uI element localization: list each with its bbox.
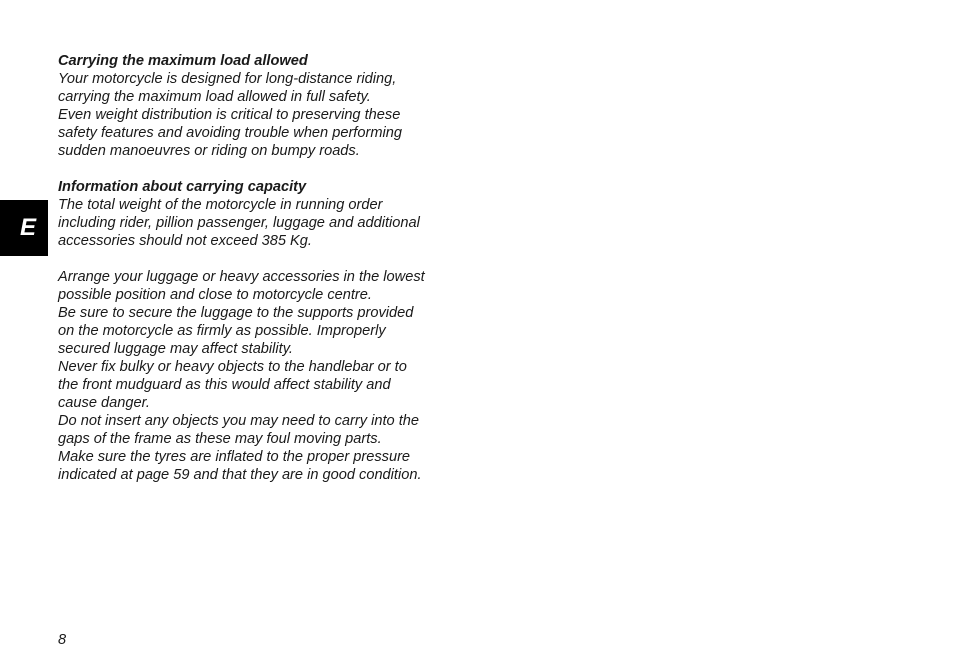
capacity-paragraph-1: The total weight of the motorcycle in running order including rider, pillion passenger, luggage and additional accessories should not exceed 385 Kg. <box>58 197 420 249</box>
section-spacer <box>58 160 478 178</box>
capacity-paragraph-6: Make sure the tyres are inflated to the proper pressure indicated at page 59 and that they are in good condition. <box>58 449 422 483</box>
language-tab: E <box>0 200 48 256</box>
page-number: 8 <box>58 632 67 648</box>
capacity-paragraph-5: Do not insert any objects you may need to carry into the gaps of the frame as these may foul moving parts. <box>58 413 419 447</box>
capacity-paragraph-2: Arrange your luggage or heavy accessories in the lowest possible position and close to motorcycle centre. <box>58 269 425 303</box>
heading-capacity: Information about carrying capacity <box>58 179 307 195</box>
heading-max-load: Carrying the maximum load allowed <box>58 53 308 69</box>
page-content <box>58 52 478 484</box>
capacity-paragraph-4: Never fix bulky or heavy objects to the handlebar or to the front mudguard as this would affect stability and cause danger. <box>58 359 407 411</box>
max-load-paragraph-2: Even weight distribution is critical to preserving these safety features and avoiding trouble when performing sudden manoeuvres or riding on bumpy roads. <box>58 107 402 159</box>
max-load-paragraph-1: Your motorcycle is designed for long-distance riding, carrying the maximum load allowed in full safety. <box>58 71 397 105</box>
paragraph-spacer <box>58 250 478 268</box>
capacity-paragraph-3: Be sure to secure the luggage to the supports provided on the motorcycle as firmly as possible. Improperly secured luggage may affect stability. <box>58 305 414 357</box>
